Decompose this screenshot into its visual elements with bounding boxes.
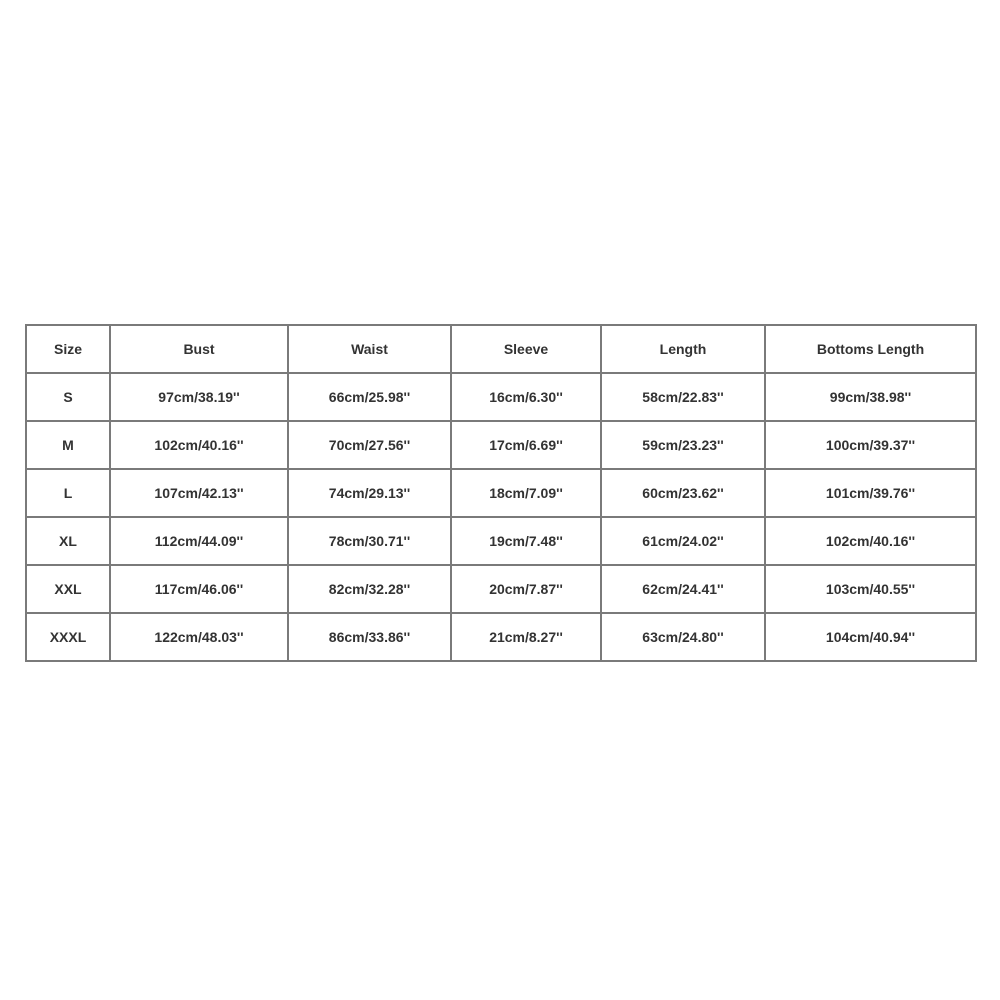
size-cell: L [26,469,110,517]
bottoms-length-cell: 99cm/38.98'' [765,373,976,421]
waist-cell: 86cm/33.86'' [288,613,451,661]
bust-cell: 102cm/40.16'' [110,421,288,469]
bust-cell: 117cm/46.06'' [110,565,288,613]
size-cell: XXL [26,565,110,613]
bottoms-length-cell: 101cm/39.76'' [765,469,976,517]
length-cell: 59cm/23.23'' [601,421,765,469]
sleeve-cell: 16cm/6.30'' [451,373,601,421]
header-waist: Waist [288,325,451,373]
header-length: Length [601,325,765,373]
length-cell: 61cm/24.02'' [601,517,765,565]
length-cell: 62cm/24.41'' [601,565,765,613]
header-bust: Bust [110,325,288,373]
bottoms-length-cell: 104cm/40.94'' [765,613,976,661]
size-cell: M [26,421,110,469]
header-bottoms-length: Bottoms Length [765,325,976,373]
header-row [26,325,976,373]
size-cell: XXXL [26,613,110,661]
sleeve-cell: 21cm/8.27'' [451,613,601,661]
size-chart-body [26,373,976,661]
bottoms-length-cell: 102cm/40.16'' [765,517,976,565]
sleeve-cell: 20cm/7.87'' [451,565,601,613]
bust-cell: 112cm/44.09'' [110,517,288,565]
header-sleeve: Sleeve [451,325,601,373]
header-size: Size [26,325,110,373]
sleeve-cell: 17cm/6.69'' [451,421,601,469]
bottoms-length-cell: 103cm/40.55'' [765,565,976,613]
bust-cell: 107cm/42.13'' [110,469,288,517]
table-row [26,613,976,661]
size-cell: S [26,373,110,421]
length-cell: 60cm/23.62'' [601,469,765,517]
bust-cell: 122cm/48.03'' [110,613,288,661]
size-chart-header [26,325,976,373]
table-row [26,517,976,565]
bottoms-length-cell: 100cm/39.37'' [765,421,976,469]
table-row [26,373,976,421]
length-cell: 63cm/24.80'' [601,613,765,661]
table-row [26,469,976,517]
size-chart-table [25,324,977,662]
waist-cell: 74cm/29.13'' [288,469,451,517]
table-row [26,565,976,613]
waist-cell: 70cm/27.56'' [288,421,451,469]
sleeve-cell: 18cm/7.09'' [451,469,601,517]
waist-cell: 82cm/32.28'' [288,565,451,613]
table-row [26,421,976,469]
waist-cell: 66cm/25.98'' [288,373,451,421]
sleeve-cell: 19cm/7.48'' [451,517,601,565]
length-cell: 58cm/22.83'' [601,373,765,421]
waist-cell: 78cm/30.71'' [288,517,451,565]
size-cell: XL [26,517,110,565]
bust-cell: 97cm/38.19'' [110,373,288,421]
